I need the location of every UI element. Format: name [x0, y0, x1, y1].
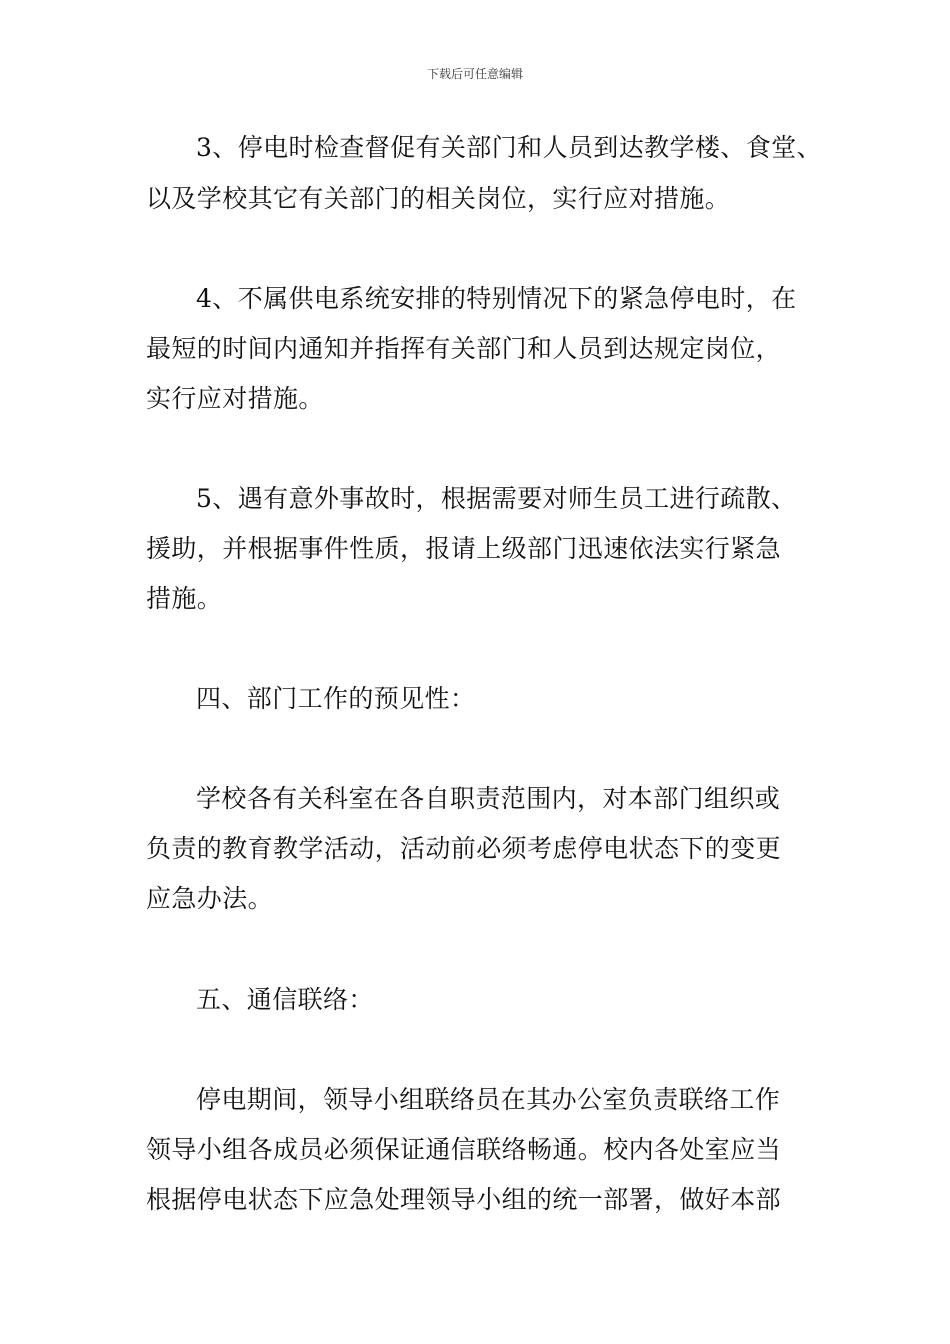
paragraph-5-line-2: 负责的教育教学活动，活动前必须考虑停电状态下的变更 [146, 834, 782, 863]
paragraph-3-line-3: 措施。 [146, 584, 223, 613]
paragraph-5-line-3: 应急办法。 [146, 884, 274, 913]
paragraph-1-line-2: 以及学校其它有关部门的相关岗位，实行应对措施。 [146, 184, 731, 213]
paragraph-7-line-1: 停电期间，领导小组联络员在其办公室负责联络工作 [196, 1085, 781, 1114]
paragraph-2-line-2: 最短的时间内通知并指挥有关部门和人员到达规定岗位， [146, 334, 782, 363]
paragraph-7-line-2: 领导小组各成员必须保证通信联络畅通。校内各处室应当 [146, 1135, 782, 1164]
paragraph-1-line-1: 3、停电时检查督促有关部门和人员到达教学楼、食堂、 [196, 133, 822, 162]
page-header: 下载后可任意编辑 [426, 67, 523, 81]
paragraph-3-line-1: 5、遇有意外事故时，根据需要对师生员工进行疏散、 [196, 484, 797, 513]
paragraph-7-line-3: 根据停电状态下应急处理领导小组的统一部署，做好本部 [146, 1185, 782, 1214]
paragraph-5-line-1: 学校各有关科室在各自职责范围内，对本部门组织或 [196, 784, 781, 813]
paragraph-3-line-2: 援助，并根据事件性质，报请上级部门迅速依法实行紧急 [146, 534, 782, 563]
section-heading-4: 四、部门工作的预见性： [196, 684, 476, 713]
paragraph-2-line-3: 实行应对措施。 [146, 384, 324, 413]
section-heading-5: 五、通信联络： [196, 985, 374, 1014]
paragraph-2-line-1: 4、不属供电系统安排的特别情况下的紧急停电时，在 [196, 284, 797, 313]
